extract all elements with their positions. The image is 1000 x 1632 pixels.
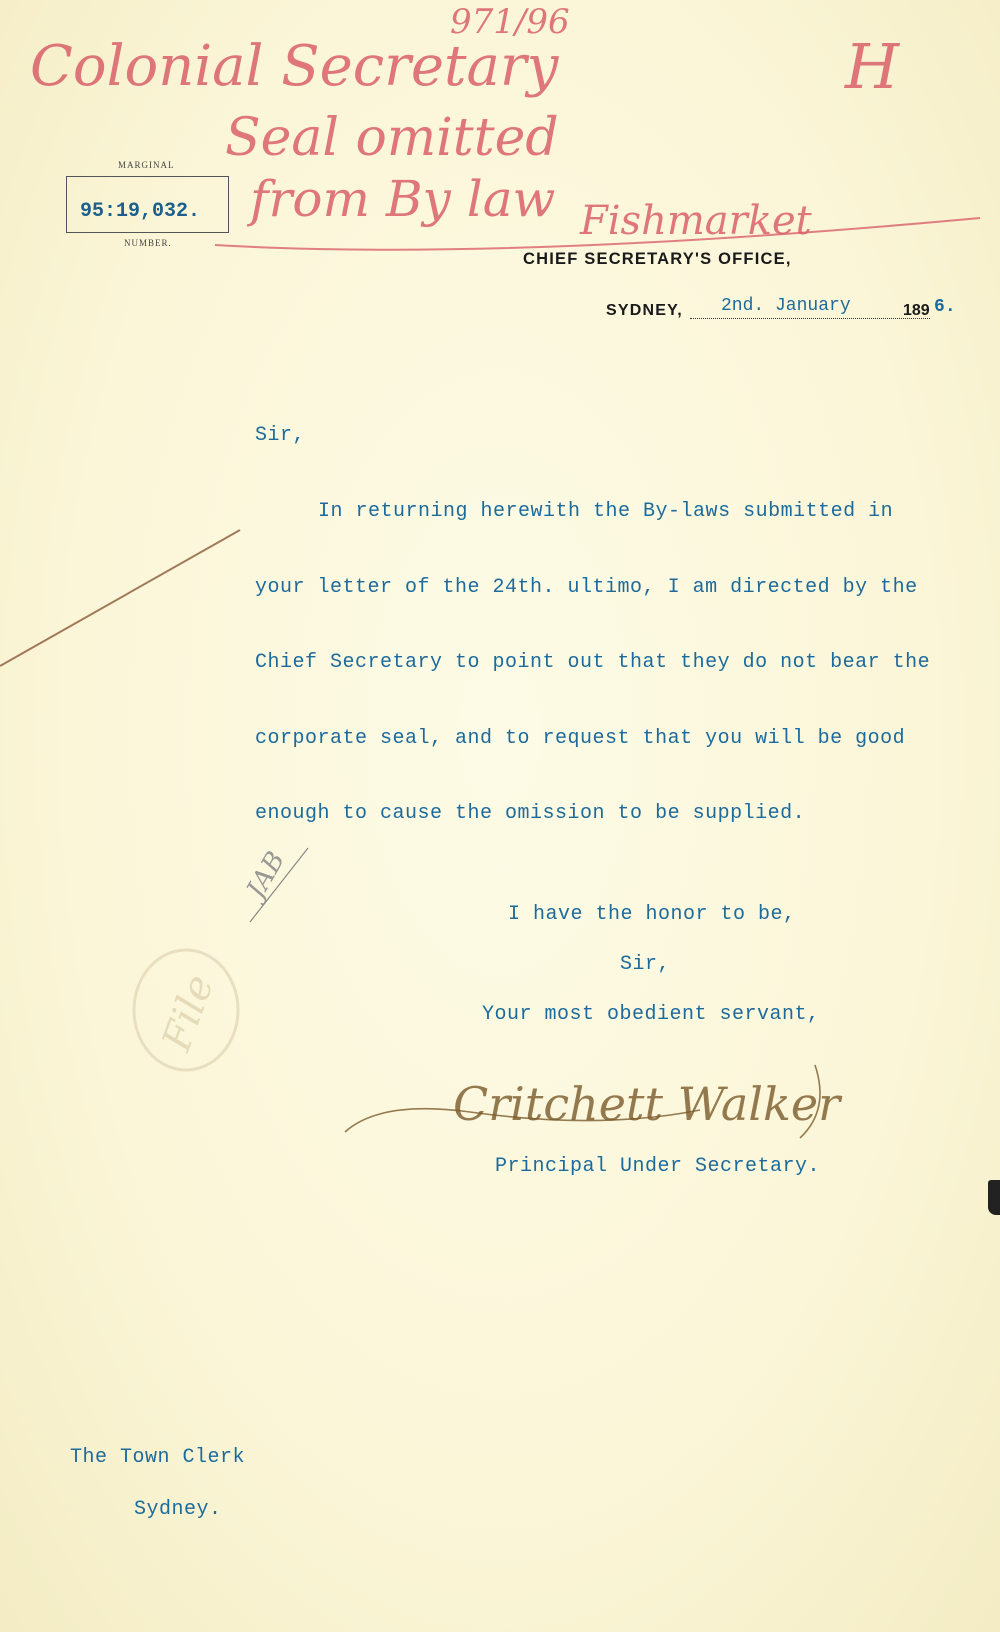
year-printed: 189: [903, 302, 930, 319]
marginal-number: 95:19,032.: [80, 200, 201, 223]
page-edge-mark: [988, 1180, 1000, 1215]
office-heading: CHIEF SECRETARY'S OFFICE,: [523, 250, 792, 268]
date-dotted-line: [690, 318, 930, 319]
from-by-law-annotation: from By law: [250, 170, 556, 228]
file-stamp-annotation: File: [153, 968, 224, 1058]
letter-date: 2nd. January: [721, 296, 851, 316]
closing-line: Sir,: [620, 953, 671, 976]
body-line: corporate seal, and to request that you will be good: [255, 727, 906, 750]
pencil-initials-annotation: JAB: [241, 846, 292, 904]
salutation: Sir,: [255, 424, 306, 447]
marginal-label: MARGINAL: [118, 160, 175, 170]
body-line: your letter of the 24th. ultimo, I am directed by the: [255, 576, 918, 599]
closing-line: Your most obedient servant,: [482, 1003, 820, 1026]
signature: Critchett Walker: [453, 1077, 841, 1131]
file-reference-annotation: 971/96: [450, 2, 570, 42]
year-typed-digit: 6.: [934, 297, 956, 317]
letter-h-annotation: H: [845, 30, 900, 103]
fishmarket-annotation: Fishmarket: [580, 198, 812, 244]
number-label: NUMBER.: [124, 238, 172, 248]
place-label: SYDNEY,: [606, 302, 683, 319]
body-line: enough to cause the omission to be supplied.: [255, 802, 806, 825]
seal-omitted-annotation: Seal omitted: [225, 108, 559, 168]
body-line: In returning herewith the By-laws submitted in: [318, 500, 894, 523]
recipient-line: The Town Clerk: [70, 1446, 246, 1469]
closing-line: I have the honor to be,: [508, 903, 796, 926]
signatory-title: Principal Under Secretary.: [495, 1155, 821, 1178]
colonial-secretary-annotation: Colonial Secretary: [30, 34, 559, 99]
body-line: Chief Secretary to point out that they do not bear the: [255, 651, 931, 674]
recipient-line: Sydney.: [134, 1498, 222, 1521]
